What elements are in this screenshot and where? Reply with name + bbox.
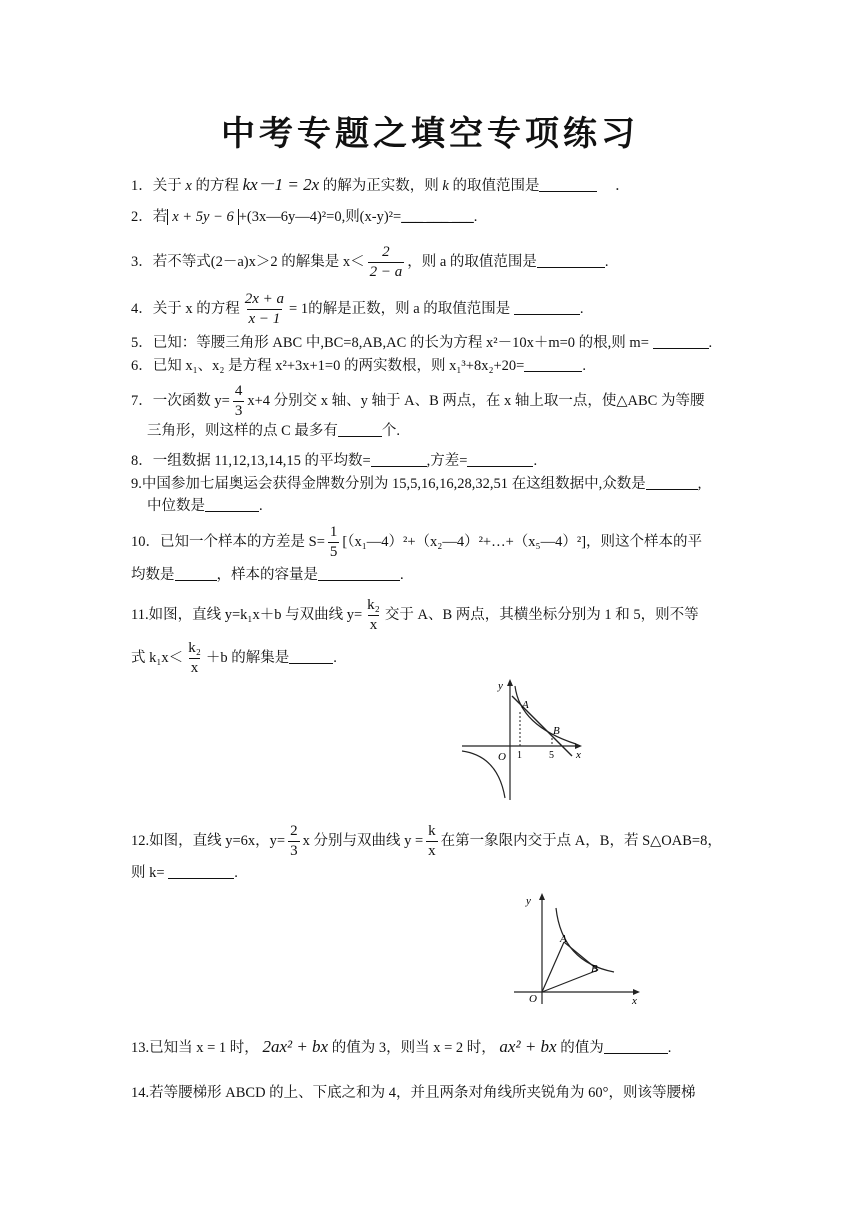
question-12: 12.如图，直线 y=6x，y= $\frac{2}{3}$ x 分别与双曲线 y = $\frac{k}{x}$ 在第一象限内交于点 A，B，若 S△OAB=8，: [131, 823, 722, 859]
tick-label-1: 1: [517, 750, 522, 761]
axis-label-x: x: [576, 749, 581, 761]
question-12-cont: 则 k= .: [131, 865, 238, 881]
answer-blank[interactable]: [371, 452, 427, 467]
answer-blank[interactable]: ___ ___ ___: [401, 209, 474, 225]
y-axis-arrow: [539, 893, 545, 900]
question-7-cont: 三角形，则这样的点 C 最多有 个.: [147, 423, 401, 439]
question-11: 11.如图，直线 y=k₁x＋b 与双曲线 y= $\frac{\text{k₂}}{x}$ 交于 A、B 两点，其横坐标分别为 1 和 5，则不等: [131, 597, 699, 633]
answer-blank[interactable]: [205, 497, 259, 512]
point-label-b: B: [591, 963, 598, 975]
point-label-a: A: [560, 933, 567, 945]
question-8: 8．一组数据 11,12,13,14,15 的平均数= ,方差= .: [131, 453, 538, 469]
question-11-cont: 式 k₁x＜ $\frac{\text{k₂}}{x}$ ＋b 的解集是 .: [131, 640, 337, 676]
question-4: 4．关于 x 的方程 $\frac{2x + a}{x - 1}$ = 1的解是正数，则 a 的取值范围是 .: [131, 291, 584, 327]
figure-hyperbola-line: [458, 674, 586, 802]
answer-blank[interactable]: [467, 452, 533, 467]
answer-blank[interactable]: [514, 300, 580, 315]
question-9-cont: 中位数是 .: [147, 498, 263, 514]
answer-blank[interactable]: [604, 1039, 668, 1054]
question-3: 3．若不等式(2－a)x＞2 的解集是 x＜ $\frac{2}{2 - a}$ ，则 a 的取值范围是 .: [131, 244, 609, 280]
answer-blank[interactable]: [646, 475, 698, 490]
question-10-cont: 均数是 ，样本的容量是 .: [131, 567, 404, 583]
fraction: $\frac{\text{k₂}}{x}$: [188, 640, 201, 676]
answer-blank[interactable]: [539, 177, 597, 192]
question-1: 1．关于 x 的方程 kx－1 = 2x 的解为正实数，则 k 的取值范围是 ．: [131, 175, 630, 194]
fraction: $\frac{2x + a}{x - 1}$: [244, 291, 285, 327]
fraction: $\frac{2}{2 - a}$: [369, 244, 403, 280]
tick-label-5: 5: [549, 750, 554, 761]
fraction: $\frac{k}{x}$: [428, 823, 436, 859]
page-title: 中考专题之填空专项练习: [221, 114, 639, 154]
question-6: 6．已知 x₁、x₂ 是方程 x²+3x+1=0 的两实数根，则 x₁³+8x₂+20= .: [131, 358, 586, 374]
fraction: $\frac{2}{3}$: [290, 823, 298, 859]
question-2: 2．若 x + 5y − 6 +(3x—6y—4)²=0,则(x-y)²=___ ___ ___.: [131, 209, 478, 225]
answer-blank[interactable]: [338, 422, 382, 437]
answer-blank[interactable]: [175, 566, 217, 581]
axis-label-y: y: [498, 680, 503, 692]
axis-label-x: x: [632, 995, 637, 1006]
question-13: 13.已知当 x = 1 时， 2ax² + bx 的值为 3，则当 x = 2 时， ax² + bx 的值为 .: [131, 1037, 672, 1056]
question-7: 7．一次函数 y= $\frac{4}{3}$ x+4 分别交 x 轴、y 轴于 A、B 两点，在 x 轴上取一点，使△ABC 为等腰: [131, 383, 705, 419]
axis-label-y: y: [526, 895, 531, 907]
fraction: $\frac{1}{5}$: [329, 524, 338, 560]
answer-blank[interactable]: [524, 357, 582, 372]
answer-blank[interactable]: [653, 334, 709, 349]
answer-blank[interactable]: [537, 253, 605, 268]
origin-label: O: [498, 751, 506, 763]
straight-line: [512, 696, 572, 756]
hyperbola-branch-1: [515, 686, 576, 744]
answer-blank[interactable]: [289, 649, 333, 664]
figure-two-lines-hyperbola: [514, 888, 644, 1006]
answer-blank[interactable]: [168, 864, 234, 879]
fraction: $\frac{4}{3}$: [234, 383, 243, 419]
point-label-b: B: [553, 725, 560, 737]
question-5: 5．已知：等腰三角形 ABC 中,BC=8,AB,AC 的长为方程 x²－10x＋m=0 的根,则 m= .: [131, 335, 713, 351]
point-label-a: A: [522, 699, 529, 711]
answer-blank[interactable]: [318, 566, 400, 581]
origin-label: O: [529, 993, 537, 1005]
fraction: $\frac{\text{k₂}}{x}$: [367, 597, 380, 633]
y-axis-arrow: [507, 679, 513, 686]
question-9: 9.中国参加七届奥运会获得金牌数分别为 15,5,16,16,28,32,51 在这组数据中,众数是 ,: [131, 476, 702, 492]
q1-equation: kx－1 = 2x: [242, 175, 320, 194]
question-10: 10．已知一个样本的方差是 S= $\frac{1}{5}$ [（x₁—4）²+（x₂—4）²+…+（x₅—4）²]，则这个样本的平: [131, 524, 703, 560]
question-14: 14.若等腰梯形 ABCD 的上、下底之和为 4，并且两条对角线所夹锐角为 60°，则该等腰梯: [131, 1085, 696, 1101]
